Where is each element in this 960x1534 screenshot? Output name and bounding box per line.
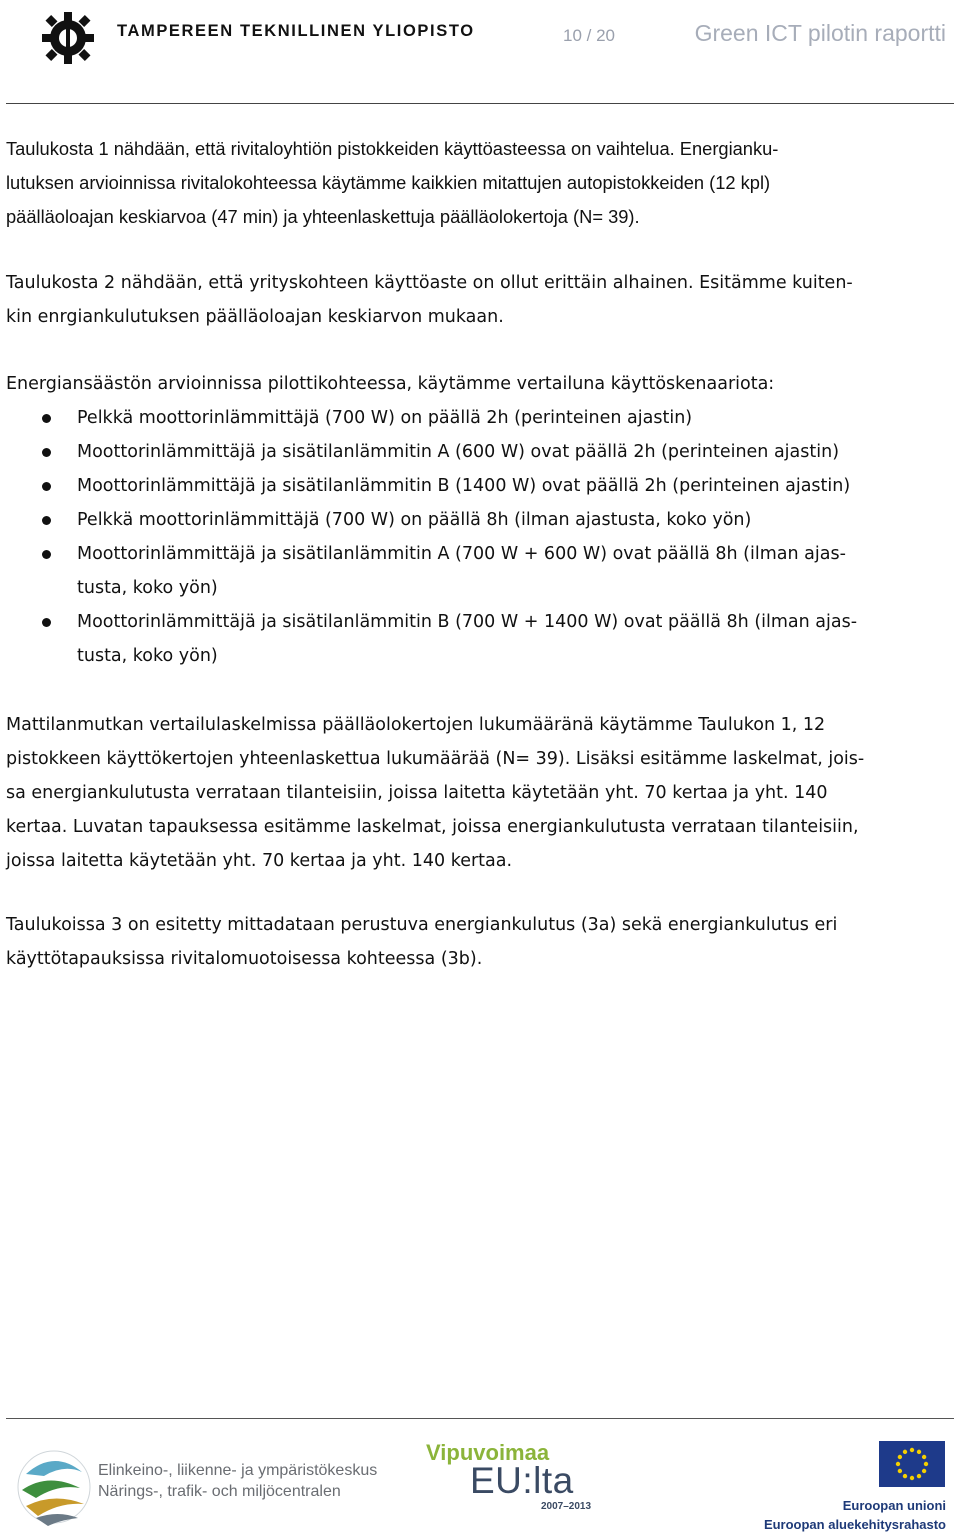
bullet-icon bbox=[42, 516, 51, 525]
paragraph-line: Mattilanmutkan vertailulaskelmissa päälläolokertojen lukumääränä käytämme Taulukon 1, 12 bbox=[6, 715, 826, 735]
eu-star-icon bbox=[917, 1450, 921, 1454]
paragraph-line: Taulukoissa 3 on esitetty mittadataan perustuva energiankulutus (3a) sekä energiankulutus eri bbox=[6, 915, 838, 935]
ely-footer-text bbox=[98, 1460, 377, 1502]
list-item: Moottorinlämmittäjä ja sisätilanlämmitin B (700 W + 1400 W) ovat päällä 8h (ilman ajas- tusta, koko yön) bbox=[6, 605, 946, 673]
footer-divider bbox=[6, 1418, 954, 1419]
ely-name-swedish: Närings-, trafik- och miljöcentralen bbox=[98, 1483, 341, 1500]
paragraph-1 bbox=[6, 132, 946, 234]
ely-logo-icon bbox=[14, 1444, 94, 1530]
bullet-icon bbox=[42, 414, 51, 423]
eu-star-icon bbox=[910, 1476, 914, 1480]
paragraph-line: käyttötapauksissa rivitalomuotoisessa kohteessa (3b). bbox=[6, 949, 483, 969]
eu-lta-text: EU:lta bbox=[470, 1460, 574, 1501]
page-number: 10 / 20 bbox=[563, 26, 615, 45]
eu-star-icon bbox=[896, 1462, 900, 1466]
page-header bbox=[0, 0, 960, 104]
eu-star-icon bbox=[917, 1474, 921, 1478]
eu-star-icon bbox=[922, 1455, 926, 1459]
eu-star-icon bbox=[903, 1450, 907, 1454]
eu-fund-label: Euroopan aluekehitysrahasto bbox=[763, 1517, 946, 1532]
eu-union-label: Euroopan unioni bbox=[842, 1498, 946, 1513]
bullet-icon bbox=[42, 482, 51, 491]
paragraph-2 bbox=[6, 266, 946, 334]
bullet-icon bbox=[42, 618, 51, 627]
eu-star-icon bbox=[903, 1474, 907, 1478]
header-divider bbox=[6, 103, 954, 104]
eu-star-icon bbox=[922, 1469, 926, 1473]
university-gear-logo bbox=[36, 8, 100, 68]
bullet-icon bbox=[42, 550, 51, 559]
paragraph-3: Energiansäästön arvioinnissa pilottikohteessa, käytämme vertailuna käyttöskenaariota: bbox=[6, 374, 775, 394]
eu-star-icon bbox=[910, 1448, 914, 1452]
list-item: Moottorinlämmittäjä ja sisätilanlämmitin B (1400 W) ovat päällä 2h (perinteinen ajastin) bbox=[6, 469, 946, 503]
list-item: Pelkkä moottorinlämmittäjä (700 W) on päällä 2h (perinteinen ajastin) bbox=[6, 401, 946, 435]
paragraph-5 bbox=[6, 908, 946, 976]
eu-flag-icon bbox=[879, 1441, 945, 1487]
paragraph-line: kin enrgiankulutuksen päälläoloajan keskiarvon mukaan. bbox=[6, 307, 504, 327]
list-item: Moottorinlämmittäjä ja sisätilanlämmitin A (700 W + 600 W) ovat päällä 8h (ilman ajas- tusta, koko yön) bbox=[6, 537, 946, 605]
eu-footer-text bbox=[764, 1496, 946, 1534]
paragraph-line: Taulukosta 1 nähdään, että rivitaloyhtiön pistokkeiden käyttöasteessa on vaihtelua. Energianku- bbox=[6, 138, 779, 159]
paragraph-line: pistokkeen käyttökertojen yhteenlaskettua lukumäärää (N= 39). Lisäksi esitämme laskelmat, jois- bbox=[6, 749, 865, 769]
list-item: Moottorinlämmittäjä ja sisätilanlämmitin A (600 W) ovat päällä 2h (perinteinen ajastin) bbox=[6, 435, 946, 469]
list-item: Pelkkä moottorinlämmittäjä (700 W) on päällä 8h (ilman ajastusta, koko yön) bbox=[6, 503, 946, 537]
eu-star-icon bbox=[898, 1469, 902, 1473]
paragraph-4 bbox=[6, 708, 946, 878]
eu-star-icon bbox=[898, 1455, 902, 1459]
program-years: 2007–2013 bbox=[541, 1501, 592, 1512]
paragraph-line: lutuksen arvioinnissa rivitalokohteessa käytämme kaikkien mitattujen autopistokkeiden (12 kpl) bbox=[6, 172, 771, 193]
university-name: TAMPEREEN TEKNILLINEN YLIOPISTO bbox=[117, 22, 475, 40]
eu-star-icon bbox=[924, 1462, 928, 1466]
paragraph-line: päälläoloajan keskiarvoa (47 min) ja yhteenlaskettuja päälläolokertoja (N= 39). bbox=[6, 206, 640, 227]
paragraph-line: joissa laitetta käytetään yht. 70 kertaa ja yht. 140 kertaa. bbox=[6, 851, 513, 871]
bullet-icon bbox=[42, 448, 51, 457]
paragraph-line: kertaa. Luvatan tapauksessa esitämme laskelmat, joissa energiankulutusta verrataan tilanteisiin, bbox=[6, 817, 859, 837]
scenario-list bbox=[6, 401, 946, 673]
paragraph-line: sa energiankulutusta verrataan tilanteisiin, joissa laitetta käytetään yht. 70 kertaa ja yht. 140 bbox=[6, 783, 828, 803]
document-title: Green ICT pilotin raportti bbox=[694, 20, 946, 46]
paragraph-line: Taulukosta 2 nähdään, että yrityskohteen käyttöaste on ollut erittäin alhainen. Esitämme kuiten- bbox=[6, 273, 853, 293]
vipuvoimaa-title: Vipuvoimaa bbox=[426, 1440, 550, 1465]
ely-name-finnish: Elinkeino-, liikenne- ja ympäristökeskus bbox=[98, 1462, 378, 1479]
